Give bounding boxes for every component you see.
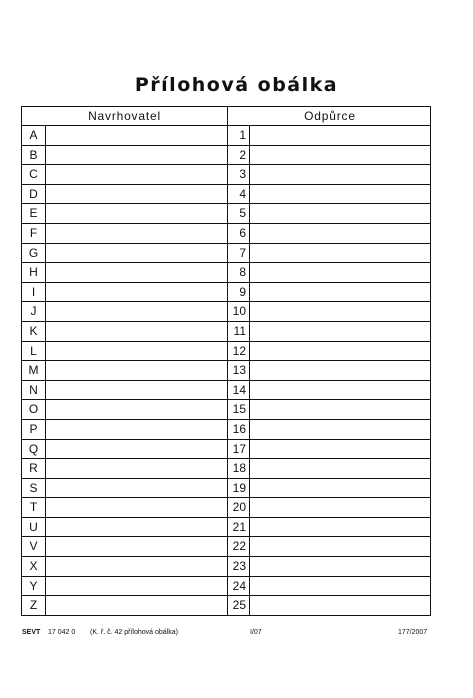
row-number-label: 20	[228, 498, 250, 517]
table-row	[22, 498, 430, 518]
navrhovatel-entry-field[interactable]	[46, 126, 227, 145]
odpurce-entry-field[interactable]	[250, 361, 432, 380]
column-header-navrhovatel: Navrhovatel	[88, 109, 161, 123]
row-number-label: 11	[228, 322, 250, 341]
navrhovatel-entry-field[interactable]	[46, 537, 227, 556]
row-number-label: 12	[228, 342, 250, 361]
navrhovatel-entry-field[interactable]	[46, 479, 227, 498]
footer-form-code: 17 042 0	[48, 629, 76, 636]
row-letter-label: J	[22, 302, 46, 321]
odpurce-entry-field[interactable]	[250, 322, 432, 341]
row-letter-label: X	[22, 557, 46, 576]
odpurce-entry-field[interactable]	[250, 479, 432, 498]
navrhovatel-entry-field[interactable]	[46, 283, 227, 302]
row-letter-label: P	[22, 420, 46, 439]
odpurce-entry-field[interactable]	[250, 302, 432, 321]
navrhovatel-entry-field[interactable]	[46, 361, 227, 380]
navrhovatel-entry-field[interactable]	[46, 302, 227, 321]
footer-version: I/07	[250, 629, 262, 636]
row-number-label: 14	[228, 381, 250, 400]
odpurce-entry-field[interactable]	[250, 596, 432, 616]
odpurce-entry-field[interactable]	[250, 342, 432, 361]
table-row	[22, 224, 430, 244]
table-row	[22, 577, 430, 597]
odpurce-entry-field[interactable]	[250, 126, 432, 145]
row-letter-label: G	[22, 244, 46, 263]
row-letter-label: S	[22, 479, 46, 498]
row-number-label: 17	[228, 440, 250, 459]
table-row	[22, 596, 430, 616]
navrhovatel-entry-field[interactable]	[46, 185, 227, 204]
row-number-label: 23	[228, 557, 250, 576]
row-number-label: 10	[228, 302, 250, 321]
row-letter-label: Y	[22, 577, 46, 596]
odpurce-entry-field[interactable]	[250, 420, 432, 439]
table-row	[22, 342, 430, 362]
row-letter-label: B	[22, 146, 46, 165]
table-row	[22, 361, 430, 381]
odpurce-entry-field[interactable]	[250, 224, 432, 243]
footer-description: (K. ř. č. 42 přílohová obálka)	[90, 629, 178, 636]
table-body	[22, 126, 430, 616]
table-row	[22, 263, 430, 283]
column-header-odpurce: Odpůrce	[304, 109, 356, 123]
row-letter-label: Z	[22, 596, 46, 616]
row-letter-label: C	[22, 165, 46, 184]
table-row	[22, 479, 430, 499]
row-number-label: 13	[228, 361, 250, 380]
row-number-label: 7	[228, 244, 250, 263]
navrhovatel-entry-field[interactable]	[46, 263, 227, 282]
navrhovatel-entry-field[interactable]	[46, 459, 227, 478]
table-row	[22, 185, 430, 205]
row-letter-label: K	[22, 322, 46, 341]
odpurce-entry-field[interactable]	[250, 146, 432, 165]
table-row	[22, 283, 430, 303]
navrhovatel-entry-field[interactable]	[46, 518, 227, 537]
table-row	[22, 381, 430, 401]
table-row	[22, 440, 430, 460]
row-number-label: 2	[228, 146, 250, 165]
navrhovatel-entry-field[interactable]	[46, 400, 227, 419]
row-letter-label: Q	[22, 440, 46, 459]
row-letter-label: T	[22, 498, 46, 517]
row-number-label: 24	[228, 577, 250, 596]
navrhovatel-entry-field[interactable]	[46, 420, 227, 439]
row-number-label: 21	[228, 518, 250, 537]
odpurce-entry-field[interactable]	[250, 185, 432, 204]
table-row	[22, 400, 430, 420]
row-letter-label: D	[22, 185, 46, 204]
row-number-label: 15	[228, 400, 250, 419]
row-number-label: 4	[228, 185, 250, 204]
table-row	[22, 322, 430, 342]
odpurce-entry-field[interactable]	[250, 498, 432, 517]
row-number-label: 25	[228, 596, 250, 616]
odpurce-entry-field[interactable]	[250, 557, 432, 576]
row-letter-label: N	[22, 381, 46, 400]
odpurce-entry-field[interactable]	[250, 204, 432, 223]
table-row	[22, 537, 430, 557]
table-row	[22, 126, 430, 146]
navrhovatel-entry-field[interactable]	[46, 244, 227, 263]
navrhovatel-entry-field[interactable]	[46, 322, 227, 341]
table-row	[22, 146, 430, 166]
table-row	[22, 302, 430, 322]
table-row	[22, 420, 430, 440]
odpurce-entry-field[interactable]	[250, 283, 432, 302]
odpurce-entry-field[interactable]	[250, 381, 432, 400]
table-header	[22, 107, 430, 126]
navrhovatel-entry-field[interactable]	[46, 342, 227, 361]
odpurce-entry-field[interactable]	[250, 577, 432, 596]
odpurce-entry-field[interactable]	[250, 400, 432, 419]
navrhovatel-entry-field[interactable]	[46, 224, 227, 243]
attachment-form-table	[21, 106, 431, 616]
row-letter-label: H	[22, 263, 46, 282]
navrhovatel-entry-field[interactable]	[46, 381, 227, 400]
table-row	[22, 557, 430, 577]
table-row	[22, 518, 430, 538]
odpurce-entry-field[interactable]	[250, 518, 432, 537]
row-letter-label: L	[22, 342, 46, 361]
row-number-label: 22	[228, 537, 250, 556]
row-letter-label: M	[22, 361, 46, 380]
row-number-label: 18	[228, 459, 250, 478]
odpurce-entry-field[interactable]	[250, 165, 432, 184]
footer-date: 177/2007	[398, 629, 428, 636]
table-row	[22, 165, 430, 185]
row-number-label: 9	[228, 283, 250, 302]
table-row	[22, 204, 430, 224]
odpurce-entry-field[interactable]	[250, 263, 432, 282]
row-number-label: 6	[228, 224, 250, 243]
row-letter-label: A	[22, 126, 46, 145]
odpurce-entry-field[interactable]	[250, 440, 432, 459]
row-letter-label: R	[22, 459, 46, 478]
footer-brand: SEVT	[22, 629, 41, 636]
odpurce-entry-field[interactable]	[250, 459, 432, 478]
table-row	[22, 244, 430, 264]
row-letter-label: F	[22, 224, 46, 243]
row-number-label: 1	[228, 126, 250, 145]
row-number-label: 3	[228, 165, 250, 184]
odpurce-entry-field[interactable]	[250, 244, 432, 263]
row-number-label: 8	[228, 263, 250, 282]
navrhovatel-entry-field[interactable]	[46, 204, 227, 223]
page-title: Přílohová obálka	[134, 74, 339, 96]
row-number-label: 5	[228, 204, 250, 223]
navrhovatel-entry-field[interactable]	[46, 498, 227, 517]
navrhovatel-entry-field[interactable]	[46, 146, 227, 165]
odpurce-entry-field[interactable]	[250, 537, 432, 556]
row-letter-label: E	[22, 204, 46, 223]
row-number-label: 16	[228, 420, 250, 439]
row-letter-label: I	[22, 283, 46, 302]
navrhovatel-entry-field[interactable]	[46, 596, 227, 616]
navrhovatel-entry-field[interactable]	[46, 440, 227, 459]
row-letter-label: V	[22, 537, 46, 556]
row-letter-label: O	[22, 400, 46, 419]
row-number-label: 19	[228, 479, 250, 498]
navrhovatel-entry-field[interactable]	[46, 557, 227, 576]
table-row	[22, 459, 430, 479]
navrhovatel-entry-field[interactable]	[46, 165, 227, 184]
row-letter-label: U	[22, 518, 46, 537]
navrhovatel-entry-field[interactable]	[46, 577, 227, 596]
